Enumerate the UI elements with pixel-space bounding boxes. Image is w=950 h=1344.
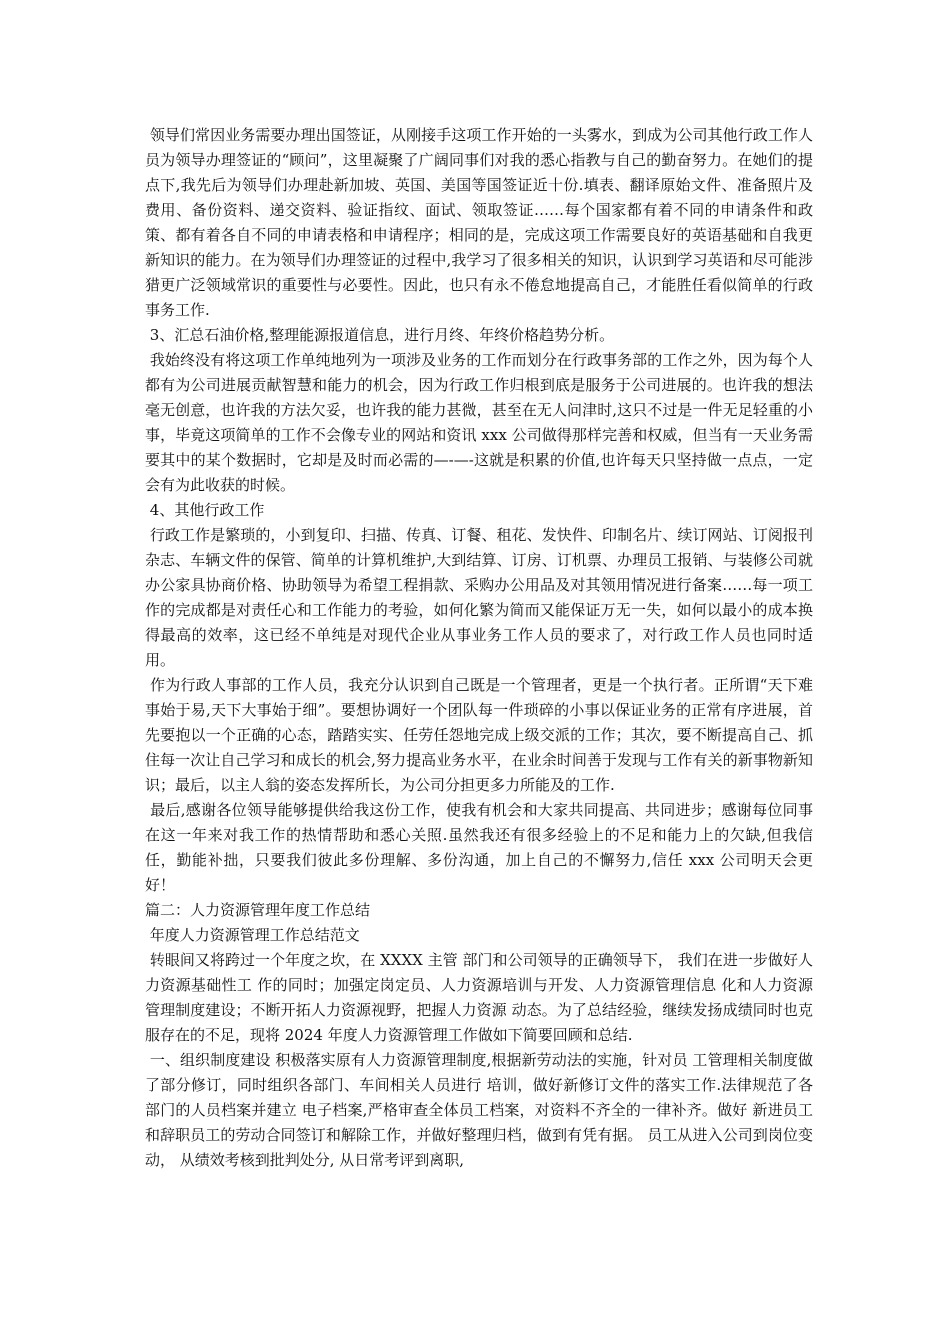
paragraph-oil-price-work: 我始终没有将这项工作单纯地列为一项涉及业务的工作而划分在行政事务部的工作之外，因为每个人都有为公司进展贡献智慧和能力的机会，因为行政工作归根到底是服务于公司进展的。也许我的想法毫无创意，也许我的方法欠妥，也许我的能力甚微，甚至在无人问津时,这只不过是一件无足轻重的小事，毕竟这项简单的工作不会像专业的网站和资讯 xxx 公司做得那样完善和权威，但当有一天业务需要其中的某个数据时，它却是及时而必需的—-—-这就是积累的价值,也许每天只坚持做一点点，一定会有为此收获的时候。 — [145, 351, 813, 494]
paragraph-other-admin-heading: 4、其他行政工作 — [145, 501, 265, 519]
paragraph-hr-org-system: 一、组织制度建设 积极落实原有人力资源管理制度,根据新劳动法的实施，针对员 工管理相关制度做了部分修订，同时组织各部门、车间相关人员进行 培训，做好新修订文件的落实工作.法律规范了各部门的人员档案并建立 电子档案,严格审查全体员工档案，对资料不齐全的一律补齐。做好 新进员工和辞职员工的劳动合同签订和解除工作，并做好整理归档，做到有凭有据。 员工从进入公司到岗位变动， 从绩效考核到批判处分, 从日常考评到离职, — [145, 1051, 813, 1169]
paragraph-visa-work: 领导们常因业务需要办理出国签证，从刚接手这项工作开始的一头雾水，到成为公司其他行政工作人员为领导办理签证的“顾问”，这里凝聚了广阔同事们对我的悉心指教与自己的勤奋努力。在她们的提点下,我先后为领导们办理赴新加坡、英国、美国等国签证近十份.填表、翻译原始文件、准备照片及费用、备份资料、递交资料、验证指纹、面试、领取签证……每个国家都有着不同的申请条件和政策、都有着各自不同的申请表格和申请程序；相同的是，完成这项工作需要良好的英语基础和自我更新知识的能力。在为领导们办理签证的过程中,我学习了很多相关的知识，认识到学习英语和尽可能涉猎更广泛领域常识的重要性与必要性。因此，也只有永不倦怠地提高自己，才能胜任看似简单的行政事务工作. — [145, 126, 813, 319]
paragraph-hr-intro: 转眼间又将跨过一个年度之坎，在 XXXX 主管 部门和公司领导的正确领导下， 我们在进一步做好人力资源基础性工 作的同时；加强定岗定员、人力资源培训与开发、人力资源管理信息 化和人力资源管理制度建设；不断开拓人力资源视野，把握人力资源 动态。为了总结经验，继续发扬成绩同时也克服存在的不足，现将 2024 年度人力资源管理工作做如下简要回顾和总结. — [145, 951, 813, 1044]
document-subtitle: 年度人力资源管理工作总结范文 — [145, 926, 360, 944]
section-title-part-two: 篇二：人力资源管理年度工作总结 — [145, 901, 371, 919]
paragraph-role-reflection: 作为行政人事部的工作人员，我充分认识到自己既是一个管理者，更是一个执行者。正所谓“天下难事始于易,天下大事始于细”。要想协调好一个团队每一件琐碎的小事以保证业务的正常有序进展，首先要抱以一个正确的心态，踏踏实实、任劳任怨地完成上级交派的工作；其次，要不断提高自己、抓住每一次让自己学习和成长的机会,努力提高业务水平，在业余时间善于发现与工作有关的新事物新知识；最后，以主人翁的姿态发挥所长，为公司分担更多力所能及的工作. — [145, 676, 813, 794]
paragraph-other-admin-work: 行政工作是繁琐的，小到复印、扫描、传真、订餐、租花、发快件、印制名片、续订网站、订阅报刊杂志、车辆文件的保管、简单的计算机维护,大到结算、订房、订机票、办理员工报销、与装修公司就办公家具协商价格、协助领导为希望工程捐款、采购办公用品及对其领用情况进行备案……每一项工作的完成都是对责任心和工作能力的考验，如何化繁为简而又能保证万无一失，如何以最小的成本换得最高的效率，这已经不单纯是对现代企业从事业务工作人员的要求了，对行政工作人员也同时适用。 — [145, 526, 813, 669]
document-page — [145, 123, 813, 1173]
paragraph-oil-price-heading: 3、汇总石油价格,整理能源报道信息，进行月终、年终价格趋势分析。 — [145, 326, 615, 344]
paragraph-thanks: 最后,感谢各位领导能够提供给我这份工作，使我有机会和大家共同提高、共同进步；感谢每位同事在这一年来对我工作的热情帮助和悉心关照.虽然我还有很多经验上的不足和能力上的欠缺,但我信任，勤能补拙，只要我们彼此多份理解、多份沟通，加上自己的不懈努力,信任 xxx 公司明天会更好！ — [145, 801, 813, 894]
